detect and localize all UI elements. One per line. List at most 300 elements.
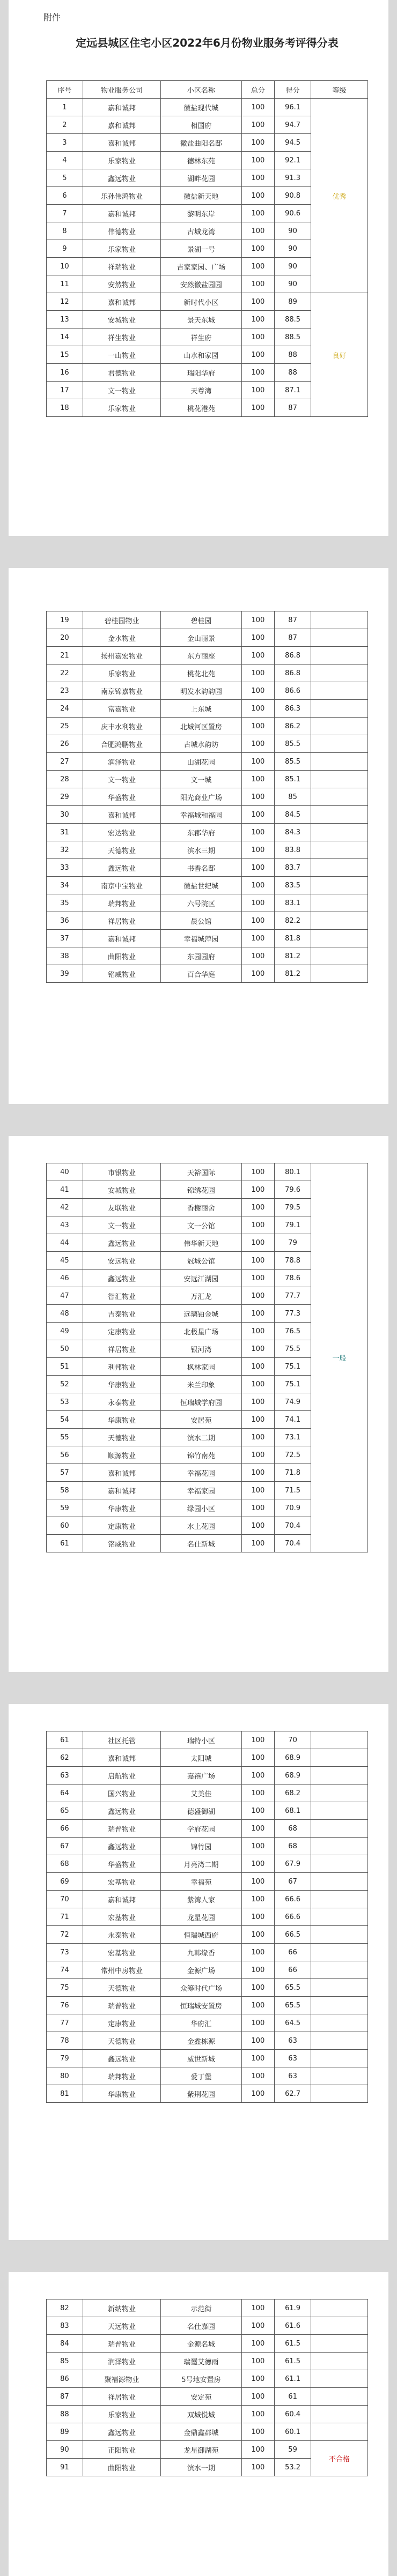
cell-index: 10	[47, 258, 83, 275]
cell-community: 吉家家园、广场	[161, 258, 241, 275]
cell-company: 文一物业	[83, 382, 160, 399]
cell-company: 润泽物业	[83, 2353, 160, 2370]
document-title: 定远县城区住宅小区2022年6月份物业服务考评得分表	[76, 36, 339, 49]
cell-total: 100	[241, 841, 275, 859]
cell-score: 79.6	[275, 1181, 311, 1199]
cell-score: 91.3	[275, 169, 311, 187]
cell-community: 安然徽盐园园	[161, 275, 241, 293]
cell-score: 88.5	[275, 328, 311, 346]
cell-index: 9	[47, 240, 83, 258]
cell-level	[311, 1767, 367, 1784]
cell-community: 徽盐曲阳名邸	[161, 134, 241, 152]
cell-total: 100	[241, 2014, 275, 2032]
cell-company: 祥生物业	[83, 328, 160, 346]
cell-score: 61	[275, 2388, 311, 2406]
cell-total: 100	[241, 1731, 275, 1749]
cell-company: 伟德物业	[83, 222, 160, 240]
cell-index: 26	[47, 735, 83, 753]
cell-company: 定康物业	[83, 1323, 160, 1340]
cell-score: 90.8	[275, 187, 311, 205]
cell-score: 66	[275, 1944, 311, 1961]
cell-company: 润泽物业	[83, 753, 160, 771]
cell-index: 48	[47, 1305, 83, 1323]
cell-score: 62.7	[275, 2085, 311, 2103]
cell-total: 100	[241, 293, 275, 311]
cell-company: 嘉和诚邦	[83, 134, 160, 152]
cell-score: 78.6	[275, 1270, 311, 1287]
cell-total: 100	[241, 2353, 275, 2370]
cell-total: 100	[241, 2370, 275, 2388]
cell-company: 天德物业	[83, 841, 160, 859]
table-row	[47, 2388, 368, 2406]
cell-total: 100	[241, 240, 275, 258]
cell-index: 65	[47, 1802, 83, 1820]
cell-company: 宏基物业	[83, 1944, 160, 1961]
cell-company: 永泰物业	[83, 1393, 160, 1411]
cell-score: 74.1	[275, 1411, 311, 1429]
cell-company: 华康物业	[83, 1376, 160, 1393]
cell-community: 名仕新城	[161, 1535, 241, 1552]
cell-community: 六号院区	[161, 894, 241, 912]
cell-index: 35	[47, 894, 83, 912]
cell-level	[311, 2406, 367, 2423]
table-row	[47, 647, 368, 664]
cell-level	[311, 1961, 367, 1979]
cell-index: 51	[47, 1358, 83, 1376]
cell-community: 金源名城	[161, 2335, 241, 2353]
cell-index: 18	[47, 399, 83, 417]
cell-index: 80	[47, 2067, 83, 2085]
cell-total: 100	[241, 1163, 275, 1181]
cell-level	[311, 2299, 367, 2317]
cell-community: 天裕国际	[161, 1163, 241, 1181]
cell-total: 100	[241, 947, 275, 965]
cell-index: 79	[47, 2050, 83, 2067]
cell-score: 64.5	[275, 2014, 311, 2032]
cell-score: 61.1	[275, 2370, 311, 2388]
cell-score: 84.5	[275, 806, 311, 824]
cell-company: 安城物业	[83, 311, 160, 328]
cell-level	[311, 2370, 367, 2388]
table-row	[47, 1873, 368, 1891]
cell-company: 市银物业	[83, 1163, 160, 1181]
cell-score: 90	[275, 275, 311, 293]
cell-community: 龙星花园	[161, 1908, 241, 1926]
cell-score: 63	[275, 2067, 311, 2085]
cell-company: 君德物业	[83, 364, 160, 382]
cell-index: 55	[47, 1429, 83, 1446]
table-row	[47, 2032, 368, 2050]
cell-community: 名仕嘉园	[161, 2317, 241, 2335]
cell-company: 鑫远物业	[83, 859, 160, 877]
cell-total: 100	[241, 116, 275, 134]
cell-total: 100	[241, 1535, 275, 1552]
cell-community: 滨水一期	[161, 2459, 241, 2476]
table-row	[47, 930, 368, 947]
cell-company: 鑫远物业	[83, 1838, 160, 1855]
table-row	[47, 877, 368, 894]
table-row	[47, 965, 368, 983]
cell-score: 90	[275, 240, 311, 258]
cell-community: 万汇龙	[161, 1287, 241, 1305]
cell-community: 威世新城	[161, 2050, 241, 2067]
cell-total: 100	[241, 1340, 275, 1358]
cell-score: 63	[275, 2032, 311, 2050]
cell-index: 71	[47, 1908, 83, 1926]
cell-index: 11	[47, 275, 83, 293]
cell-score: 87	[275, 399, 311, 417]
cell-company: 顺源物业	[83, 1446, 160, 1464]
cell-community: 滨水三期	[161, 841, 241, 859]
cell-level	[311, 753, 367, 771]
cell-total: 100	[241, 930, 275, 947]
cell-company: 安城物业	[83, 1181, 160, 1199]
table-row	[47, 99, 368, 116]
document-page	[9, 1704, 388, 2240]
cell-total: 100	[241, 2050, 275, 2067]
cell-total: 100	[241, 222, 275, 240]
cell-total: 100	[241, 1908, 275, 1926]
cell-total: 100	[241, 346, 275, 364]
cell-level	[311, 2014, 367, 2032]
cell-index: 13	[47, 311, 83, 328]
cell-score: 90	[275, 258, 311, 275]
cell-community: 双城悦城	[161, 2406, 241, 2423]
cell-index: 14	[47, 328, 83, 346]
cell-index: 73	[47, 1944, 83, 1961]
cell-total: 100	[241, 2459, 275, 2476]
cell-company: 华盛物业	[83, 1855, 160, 1873]
cell-company: 智汇物业	[83, 1287, 160, 1305]
cell-total: 100	[241, 824, 275, 841]
cell-company: 鑫远物业	[83, 1802, 160, 1820]
table-row	[47, 293, 368, 311]
cell-community: 晨公馆	[161, 912, 241, 930]
cell-level	[311, 1784, 367, 1802]
cell-total: 100	[241, 152, 275, 169]
cell-level	[311, 629, 367, 647]
score-table	[46, 1163, 368, 1552]
cell-total: 100	[241, 2032, 275, 2050]
cell-level	[311, 1855, 367, 1873]
cell-score: 68.2	[275, 1784, 311, 1802]
cell-score: 87	[275, 629, 311, 647]
column-header: 得分	[275, 81, 311, 99]
cell-total: 100	[241, 1784, 275, 1802]
cell-level: 优秀	[311, 99, 367, 293]
cell-community: 天尊湾	[161, 382, 241, 399]
cell-score: 85	[275, 788, 311, 806]
cell-total: 100	[241, 682, 275, 700]
column-header: 总分	[241, 81, 275, 99]
cell-company: 富嘉物业	[83, 700, 160, 718]
cell-community: 徽盐现代城	[161, 99, 241, 116]
cell-index: 12	[47, 293, 83, 311]
cell-score: 67.9	[275, 1855, 311, 1873]
cell-total: 100	[241, 99, 275, 116]
cell-index: 44	[47, 1234, 83, 1252]
cell-index: 34	[47, 877, 83, 894]
cell-level	[311, 912, 367, 930]
cell-score: 75.1	[275, 1376, 311, 1393]
cell-level	[311, 1891, 367, 1908]
cell-index: 52	[47, 1376, 83, 1393]
table-row	[47, 753, 368, 771]
cell-community: 众筹时代广场	[161, 1979, 241, 1997]
cell-total: 100	[241, 806, 275, 824]
cell-company: 南京中宝物业	[83, 877, 160, 894]
cell-index: 64	[47, 1784, 83, 1802]
cell-level	[311, 1979, 367, 1997]
table-row	[47, 1944, 368, 1961]
cell-company: 天远物业	[83, 2317, 160, 2335]
cell-community: 金山丽景	[161, 629, 241, 647]
cell-score: 86.8	[275, 664, 311, 682]
cell-community: 紫荆花园	[161, 2085, 241, 2103]
cell-score: 84.3	[275, 824, 311, 841]
cell-company: 利邦物业	[83, 1358, 160, 1376]
cell-total: 100	[241, 1802, 275, 1820]
cell-company: 国兴物业	[83, 1784, 160, 1802]
table-row	[47, 2335, 368, 2353]
cell-score: 70	[275, 1731, 311, 1749]
cell-level	[311, 1802, 367, 1820]
cell-level: 一般	[311, 1163, 367, 1552]
cell-level	[311, 2423, 367, 2441]
cell-level	[311, 664, 367, 682]
cell-total: 100	[241, 382, 275, 399]
cell-total: 100	[241, 169, 275, 187]
cell-community: 华府汇	[161, 2014, 241, 2032]
cell-community: 银河湾	[161, 1340, 241, 1358]
cell-total: 100	[241, 788, 275, 806]
cell-company: 铭威物业	[83, 1535, 160, 1552]
cell-index: 85	[47, 2353, 83, 2370]
cell-index: 77	[47, 2014, 83, 2032]
cell-company: 嘉和诚邦	[83, 205, 160, 222]
cell-total: 100	[241, 2335, 275, 2353]
cell-index: 89	[47, 2423, 83, 2441]
cell-community: 阳光商业广场	[161, 788, 241, 806]
table-row	[47, 1784, 368, 1802]
cell-index: 57	[47, 1464, 83, 1482]
cell-community: 安居苑	[161, 1411, 241, 1429]
cell-company: 鑫远物业	[83, 2050, 160, 2067]
table-row	[47, 2406, 368, 2423]
cell-community: 山湖花园	[161, 753, 241, 771]
cell-company: 嘉和诚邦	[83, 1464, 160, 1482]
cell-level	[311, 947, 367, 965]
cell-level	[311, 2388, 367, 2406]
table-row	[47, 824, 368, 841]
cell-score: 65.5	[275, 1997, 311, 2014]
table-row	[47, 1820, 368, 1838]
cell-community: 米兰印象	[161, 1376, 241, 1393]
cell-company: 合肥鸿鹏物业	[83, 735, 160, 753]
cell-company: 瑞邦物业	[83, 894, 160, 912]
cell-community: 安远江湖园	[161, 1270, 241, 1287]
cell-company: 宏基物业	[83, 1873, 160, 1891]
cell-company: 安远物业	[83, 1252, 160, 1270]
table-row	[47, 682, 368, 700]
cell-total: 100	[241, 1429, 275, 1446]
cell-community: 香榭丽舍	[161, 1199, 241, 1216]
cell-company: 乐孙伟鸿物业	[83, 187, 160, 205]
cell-level	[311, 930, 367, 947]
cell-level	[311, 2317, 367, 2335]
cell-community: 示范街	[161, 2299, 241, 2317]
cell-total: 100	[241, 629, 275, 647]
cell-score: 81.2	[275, 947, 311, 965]
cell-index: 88	[47, 2406, 83, 2423]
cell-index: 39	[47, 965, 83, 983]
cell-total: 100	[241, 1446, 275, 1464]
cell-index: 21	[47, 647, 83, 664]
cell-index: 53	[47, 1393, 83, 1411]
cell-score: 74.9	[275, 1393, 311, 1411]
table-row	[47, 1749, 368, 1767]
cell-company: 瑞普物业	[83, 2335, 160, 2353]
cell-score: 86.2	[275, 718, 311, 735]
cell-company: 乐家物业	[83, 2406, 160, 2423]
cell-index: 54	[47, 1411, 83, 1429]
cell-score: 67	[275, 1873, 311, 1891]
cell-total: 100	[241, 611, 275, 629]
cell-total: 100	[241, 187, 275, 205]
cell-index: 46	[47, 1270, 83, 1287]
cell-company: 鑫远物业	[83, 2423, 160, 2441]
cell-community: 文一城	[161, 771, 241, 788]
table-row	[47, 1855, 368, 1873]
cell-community: 远璃铂金城	[161, 1305, 241, 1323]
table-row	[47, 1908, 368, 1926]
cell-score: 68	[275, 1820, 311, 1838]
cell-level	[311, 2032, 367, 2050]
cell-community: 相国府	[161, 116, 241, 134]
cell-score: 83.7	[275, 859, 311, 877]
table-row	[47, 611, 368, 629]
cell-total: 100	[241, 1199, 275, 1216]
cell-index: 45	[47, 1252, 83, 1270]
cell-index: 25	[47, 718, 83, 735]
cell-score: 60.4	[275, 2406, 311, 2423]
cell-index: 68	[47, 1855, 83, 1873]
cell-score: 68.9	[275, 1767, 311, 1784]
cell-company: 华康物业	[83, 1411, 160, 1429]
cell-total: 100	[241, 1838, 275, 1855]
score-table	[46, 2299, 368, 2476]
cell-level	[311, 718, 367, 735]
cell-index: 1	[47, 99, 83, 116]
cell-total: 100	[241, 1482, 275, 1499]
cell-company: 社区托管	[83, 1731, 160, 1749]
cell-total: 100	[241, 1252, 275, 1270]
cell-company: 瑞普物业	[83, 1820, 160, 1838]
cell-score: 59	[275, 2441, 311, 2459]
cell-company: 正阳物业	[83, 2441, 160, 2459]
column-header: 物业服务公司	[83, 81, 160, 99]
cell-total: 100	[241, 647, 275, 664]
cell-index: 72	[47, 1926, 83, 1944]
cell-score: 83.8	[275, 841, 311, 859]
cell-score: 72.5	[275, 1446, 311, 1464]
cell-total: 100	[241, 2085, 275, 2103]
cell-total: 100	[241, 912, 275, 930]
cell-company: 启航物业	[83, 1767, 160, 1784]
cell-total: 100	[241, 1499, 275, 1517]
cell-total: 100	[241, 2388, 275, 2406]
cell-score: 83.5	[275, 877, 311, 894]
cell-company: 华康物业	[83, 2085, 160, 2103]
cell-community: 黎明东岸	[161, 205, 241, 222]
cell-score: 61.5	[275, 2353, 311, 2370]
cell-level	[311, 647, 367, 664]
cell-community: 恒瑞城学府园	[161, 1393, 241, 1411]
cell-company: 文一物业	[83, 771, 160, 788]
cell-company: 扬州嘉宏物业	[83, 647, 160, 664]
cell-company: 嘉和诚邦	[83, 99, 160, 116]
cell-score: 88	[275, 364, 311, 382]
cell-score: 85.5	[275, 753, 311, 771]
table-row	[47, 1767, 368, 1784]
cell-score: 75.1	[275, 1358, 311, 1376]
cell-index: 20	[47, 629, 83, 647]
cell-level	[311, 841, 367, 859]
cell-index: 33	[47, 859, 83, 877]
document-page	[9, 0, 388, 536]
cell-score: 66.6	[275, 1908, 311, 1926]
cell-company: 华盛物业	[83, 788, 160, 806]
table-row	[47, 2067, 368, 2085]
cell-company: 文一物业	[83, 1216, 160, 1234]
cell-community: 新时代小区	[161, 293, 241, 311]
cell-score: 85.1	[275, 771, 311, 788]
cell-index: 75	[47, 1979, 83, 1997]
cell-community: 东方丽座	[161, 647, 241, 664]
cell-index: 36	[47, 912, 83, 930]
cell-total: 100	[241, 1323, 275, 1340]
cell-index: 56	[47, 1446, 83, 1464]
cell-score: 86.8	[275, 647, 311, 664]
cell-index: 29	[47, 788, 83, 806]
cell-score: 61.6	[275, 2317, 311, 2335]
document-page	[9, 2272, 388, 2576]
cell-total: 100	[241, 771, 275, 788]
cell-company: 安然物业	[83, 275, 160, 293]
cell-score: 85.5	[275, 735, 311, 753]
cell-level	[311, 877, 367, 894]
cell-index: 82	[47, 2299, 83, 2317]
cell-level	[311, 1873, 367, 1891]
cell-level	[311, 1838, 367, 1855]
cell-score: 71.8	[275, 1464, 311, 1482]
cell-score: 63	[275, 2050, 311, 2067]
cell-index: 59	[47, 1499, 83, 1517]
cell-level	[311, 2067, 367, 2085]
cell-total: 100	[241, 1270, 275, 1287]
cell-level	[311, 700, 367, 718]
cell-company: 新纳物业	[83, 2299, 160, 2317]
cell-level	[311, 735, 367, 753]
cell-score: 71.5	[275, 1482, 311, 1499]
cell-score: 83.1	[275, 894, 311, 912]
cell-score: 96.1	[275, 99, 311, 116]
cell-community: 锦绣花园	[161, 1181, 241, 1199]
cell-level	[311, 1944, 367, 1961]
cell-level	[311, 788, 367, 806]
cell-company: 乐家物业	[83, 240, 160, 258]
document-page	[9, 1136, 388, 1672]
